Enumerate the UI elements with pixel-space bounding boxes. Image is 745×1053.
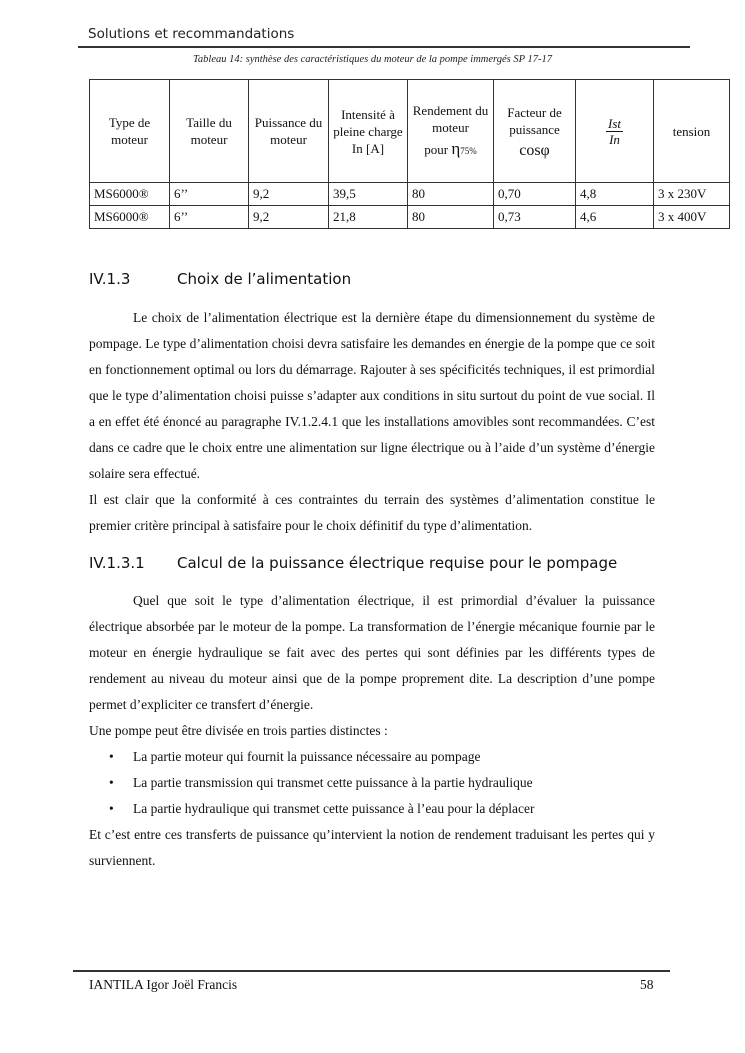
header-rendement-pour: pour <box>424 142 449 157</box>
cell-intensite: 21,8 <box>329 206 408 229</box>
cell-tension: 3 x 400V <box>654 206 730 229</box>
current-ratio-fraction <box>606 116 623 147</box>
section-heading-alimentation <box>89 270 351 288</box>
header-taille: Taille du moteur <box>170 80 249 183</box>
eta-subscript: 75% <box>460 146 477 156</box>
ratio-numerator: Ist <box>608 115 621 131</box>
table-caption: Tableau 14: synthèse des caractéristiques du moteur de la pompe immergés SP 17-17 <box>193 54 552 65</box>
table-row <box>90 183 730 206</box>
list-item: • La partie hydraulique qui transmet cette puissance à l’eau pour la déplacer <box>89 796 655 822</box>
footer-divider <box>73 970 670 972</box>
eta-symbol: η <box>451 139 461 158</box>
table-row <box>90 206 730 229</box>
paragraph: Le choix de l’alimentation électrique est la dernière étape du dimensionnement du système de pompage. Le type d’alimentation choisi devra satisfaire les demandes en énergie de la pompe que ce soit en fonctionnement optimal ou lors du démarrage. Rajouter à ses spécificités techniques, il est primordial que le type d’alimentation choisi puisse s’adapter aux conditions in situ surtout du point de vue social. Il a en effet été énoncé au paragraphe IV.1.2.4.1 que les installations amovibles sont recommandées. C’est dans ce cadre que le choix entre une alimentation sur ligne électrique ou à l’aide d’un système d’énergie solaire sera effectué. <box>89 310 655 481</box>
header-tension: tension <box>654 80 730 183</box>
cell-facteur: 0,73 <box>494 206 576 229</box>
header-type: Type de moteur <box>90 80 170 183</box>
section-heading-puissance <box>89 554 617 572</box>
header-rendement-label: Rendement du moteur <box>412 103 489 135</box>
paragraph: Il est clair que la conformité à ces contraintes du terrain des systèmes d’alimentation constitue le premier critère principal à satisfaire pour le choix définitif du type d’alimentation. <box>89 492 655 533</box>
cell-type: MS6000® <box>90 206 170 229</box>
table-header-row <box>90 80 730 183</box>
paragraph: Et c’est entre ces transferts de puissance qu’intervient la notion de rendement traduisant les pertes qui y surviennent. <box>89 827 655 868</box>
cell-ratio: 4,8 <box>576 183 654 206</box>
motor-spec-table <box>89 79 730 229</box>
section-title: Calcul de la puissance électrique requise pour le pompage <box>177 554 618 572</box>
footer-author: IANTILA Igor Joël Francis <box>89 977 238 992</box>
ratio-denominator: In <box>609 131 620 147</box>
running-header: Solutions et recommandations <box>88 26 295 42</box>
header-puissance: Puissance du moteur <box>249 80 329 183</box>
header-facteur-symbol: cosφ <box>519 141 550 159</box>
paragraph: Une pompe peut être divisée en trois parties distinctes : <box>89 723 388 738</box>
cell-intensite: 39,5 <box>329 183 408 206</box>
header-current-ratio <box>576 80 654 183</box>
pump-parts-list <box>89 744 655 822</box>
header-facteur <box>494 80 576 183</box>
section-body-alimentation <box>89 305 655 539</box>
section-number: IV.1.3 <box>89 270 131 288</box>
cell-facteur: 0,70 <box>494 183 576 206</box>
cell-rendement: 80 <box>408 206 494 229</box>
header-intensite: Intensité à pleine charge In [A] <box>329 80 408 183</box>
cell-rendement: 80 <box>408 183 494 206</box>
cell-puissance: 9,2 <box>249 183 329 206</box>
page-number: 58 <box>640 977 654 992</box>
cell-puissance: 9,2 <box>249 206 329 229</box>
cell-taille: 6’’ <box>170 206 249 229</box>
section-number: IV.1.3.1 <box>89 554 145 572</box>
list-item: • La partie moteur qui fournit la puissance nécessaire au pompage <box>89 744 655 770</box>
header-rendement <box>408 80 494 183</box>
header-facteur-label: Facteur de puissance <box>507 104 562 137</box>
section-body-puissance <box>89 588 655 874</box>
cell-tension: 3 x 230V <box>654 183 730 206</box>
section-title: Choix de l’alimentation <box>177 270 352 288</box>
cell-taille: 6’’ <box>170 183 249 206</box>
paragraph: Quel que soit le type d’alimentation électrique, il est primordial d’évaluer la puissance électrique absorbée par le moteur de la pompe. La transformation de l’énergie mécanique fournie par le moteur en énergie hydraulique se fait avec des pertes qui sont définies par les différents types de rendement au niveau du moteur ainsi que de la pompe proprement dite. La description d’une pompe permet d’expliciter ce transfert d’énergie. <box>89 593 655 712</box>
cell-ratio: 4,6 <box>576 206 654 229</box>
header-divider <box>78 46 690 48</box>
list-item: • La partie transmission qui transmet cette puissance à la partie hydraulique <box>89 770 655 796</box>
cell-type: MS6000® <box>90 183 170 206</box>
